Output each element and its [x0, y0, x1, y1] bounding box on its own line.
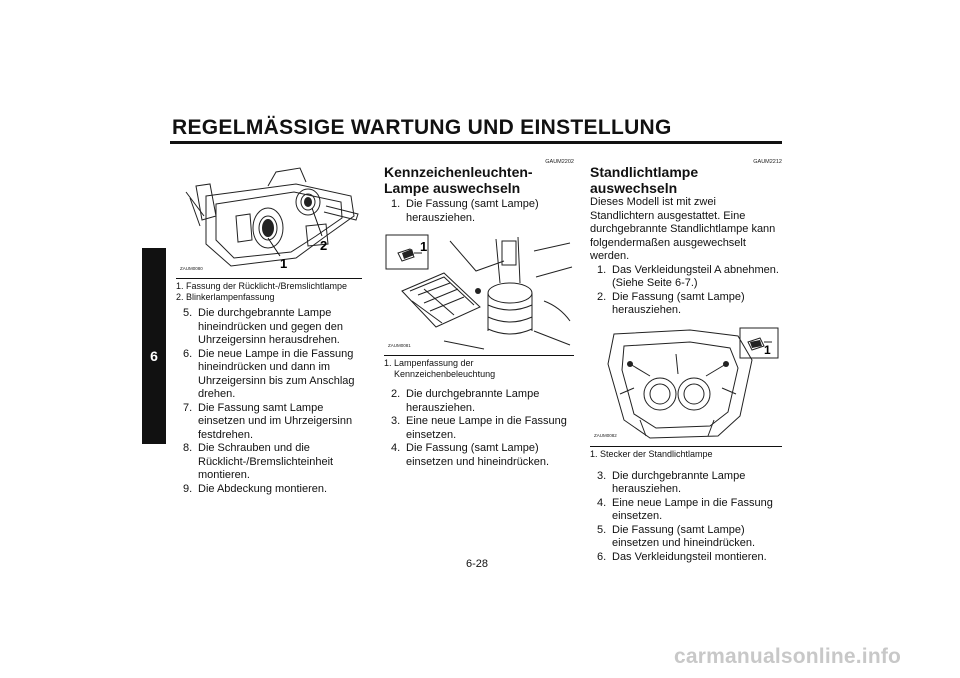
- step-item: 4. Die Fassung (samt Lampe) einsetzen und hineindrücken.: [391, 442, 550, 468]
- callout-2: 2: [320, 238, 328, 253]
- title-rule: [170, 141, 782, 144]
- position-light-illustration: [590, 324, 782, 446]
- page-title: REGELMÄSSIGE WARTUNG UND EINSTELLUNG: [172, 116, 672, 139]
- steps-list: [384, 198, 574, 225]
- step-item: 5. Die durchgebrannte Lampe hineindrücken und gegen den Uhrzeigersinn herausdrehen.: [183, 307, 343, 346]
- callout-1: 1: [420, 239, 428, 254]
- watermark[interactable]: carmanualsonline.info: [674, 645, 902, 668]
- column-1: [176, 156, 362, 496]
- step-item: 1. Das Verkleidungsteil A abnehmen. (Siehe Seite 6-7.): [597, 263, 779, 289]
- caption-item: 2. Blinkerlampenfassung: [176, 292, 275, 302]
- figure-taillight-sockets: [176, 156, 362, 279]
- intro-paragraph: Dieses Modell ist mit zwei Standlichtern ausgestattet. Eine durchgebrannte Standlichtlampe kann folgendermaßen ausgewechselt werden.: [590, 196, 776, 262]
- section-code: GAUM2212: [753, 159, 782, 165]
- step-item: 6. Die neue Lampe in die Fassung hineindrücken und dann im Uhrzeigersinn bis zum Anschlag drehen.: [183, 347, 355, 400]
- taillight-illustration: [176, 156, 362, 278]
- step-item: 2. Die Fassung (samt Lampe) herausziehen.: [597, 290, 745, 316]
- callout-1: 1: [280, 256, 288, 271]
- figure-position-light: [590, 324, 782, 447]
- figure-captions: [384, 358, 574, 380]
- figure-code: ZAUM0082: [594, 433, 617, 438]
- step-item: 3. Eine neue Lampe in die Fassung einsetzen.: [391, 415, 567, 441]
- step-item: 1. Die Fassung (samt Lampe) herausziehen.: [391, 198, 539, 224]
- caption-item: 1. Fassung der Rücklicht-/Bremslichtlampe: [176, 281, 348, 291]
- step-item: 6. Das Verkleidungsteil montieren.: [597, 550, 767, 563]
- figure-captions: [590, 449, 782, 460]
- column-3: [590, 156, 782, 564]
- step-item: 3. Die durchgebrannte Lampe herausziehen.: [597, 469, 746, 495]
- caption-item: 1. Lampenfassung der Kennzeichenbeleuchtung: [384, 358, 496, 379]
- section-title: Standlichtlampe auswechseln: [590, 164, 699, 196]
- steps-list: [176, 307, 362, 496]
- steps-list: [384, 388, 574, 469]
- figure-code: ZAUM0080: [180, 265, 203, 271]
- step-item: 5. Die Fassung (samt Lampe) einsetzen und hineindrücken.: [597, 523, 756, 549]
- section-title: Kennzeichenleuchten-Lampe auswechseln: [384, 164, 533, 196]
- page-number: 6-28: [466, 558, 489, 570]
- step-item: 2. Die durchgebrannte Lampe herausziehen.: [391, 388, 540, 414]
- figure-captions: [176, 281, 362, 303]
- steps-list: [590, 470, 782, 565]
- caption-item: 1. Stecker der Standlichtlampe: [590, 448, 713, 459]
- step-item: 9. Die Abdeckung montieren.: [183, 482, 328, 495]
- step-item: 8. Die Schrauben und die Rücklicht-/Bremslichteinheit montieren.: [183, 442, 334, 481]
- license-light-illustration: [384, 231, 574, 355]
- figure-code: ZAUM0081: [388, 342, 411, 348]
- step-item: 7. Die Fassung samt Lampe einsetzen und im Uhrzeigersinn festdrehen.: [183, 401, 353, 441]
- section-code: GAUM2202: [545, 159, 574, 165]
- figure-license-light: [384, 231, 574, 356]
- chapter-tab[interactable]: 6: [142, 248, 166, 444]
- callout-1: 1: [764, 342, 771, 357]
- steps-list: [590, 264, 782, 318]
- step-item: 4. Eine neue Lampe in die Fassung einsetzen.: [597, 496, 773, 522]
- column-2: [384, 156, 574, 469]
